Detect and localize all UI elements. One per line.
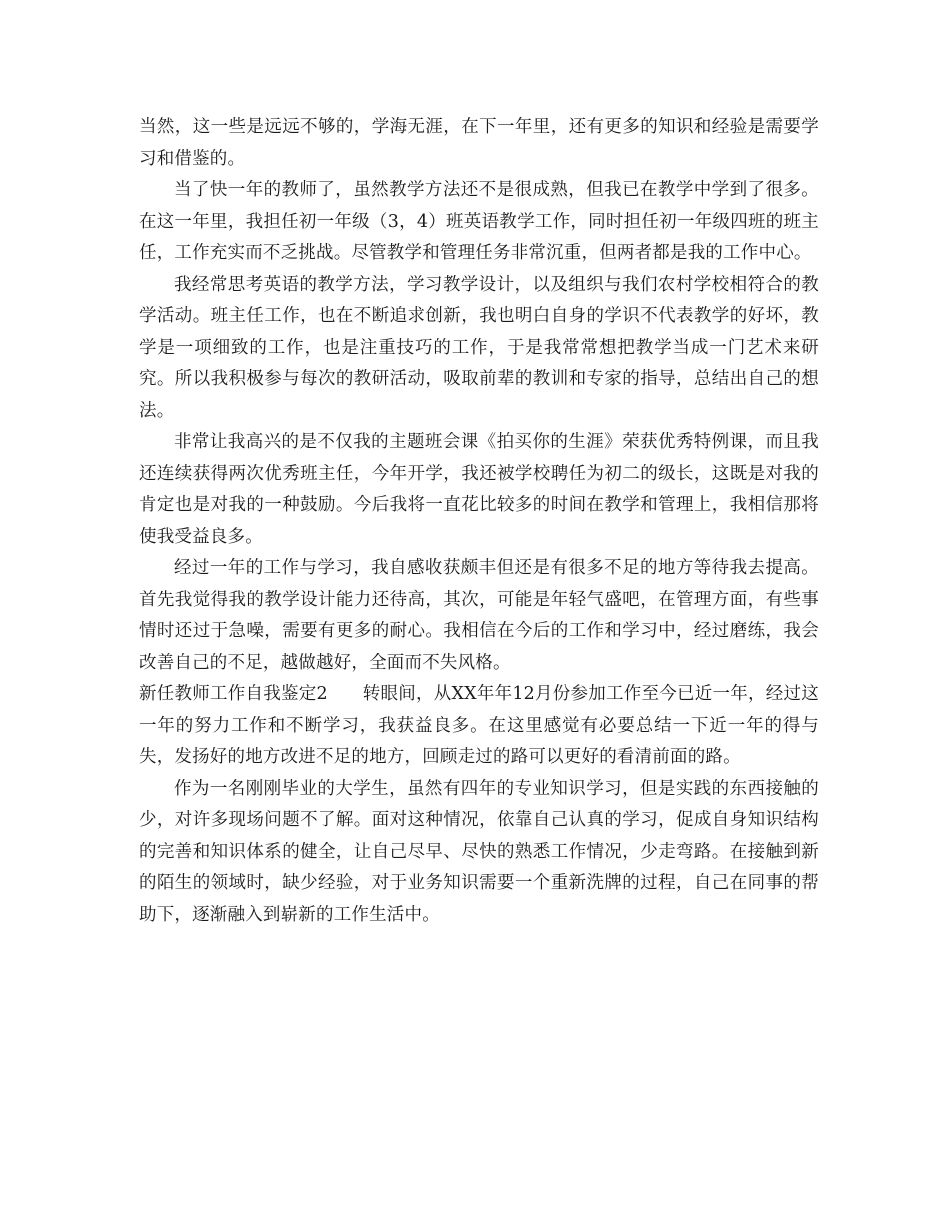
paragraph-2: 当了快一年的教师了，虽然教学方法还不是很成熟，但我已在教学中学到了很多。在这一年里，我担任初一年级（3，4）班英语教学工作，同时担任初一年级四班的班主任，工作充实而不乏挑战。尽管教学和管理任务非常沉重，但两者都是我的工作中心。 <box>139 180 819 263</box>
paragraph-3: 我经常思考英语的教学方法，学习教学设计，以及组织与我们农村学校相符合的教学活动。班主任工作，也在不断追求创新，我也明白自身的学识不代表教学的好坏，教学是一项细致的工作，也是注重技巧的工作，于是我常常想把教学当成一门艺术来研究。所以我积极参与每次的教研活动，吸取前辈的教训和专家的指导，总结出自己的想法。 <box>139 274 819 421</box>
paragraph-6 <box>139 679 819 774</box>
paragraph-1: 当然，这一些是远远不够的，学海无涯，在下一年里，还有更多的知识和经验是需要学习和借鉴的。 <box>139 117 819 169</box>
section-heading: 新任教师工作自我鉴定2 <box>139 684 328 704</box>
paragraph-6-text: 转眼间，从XX年年12月份参加工作至今已近一年，经过这一年的努力工作和不断学习，我获益良多。在这里感觉有必要总结一下近一年的得与失，发扬好的地方改进不足的地方，回顾走过的路可以更好的看清前面的路。 <box>139 684 819 767</box>
paragraph-7: 作为一名刚刚毕业的大学生，虽然有四年的专业知识学习，但是实践的东西接触的少，对许多现场问题不了解。面对这种情况，依靠自己认真的学习，促成自身知识结构的完善和知识体系的健全，让自己尽早、尽快的熟悉工作情况，少走弯路。在接触到新的陌生的领域时，缺少经验，对于业务知识需要一个重新洗牌的过程，自己在同事的帮助下，逐渐融入到崭新的工作生活中。 <box>139 778 819 925</box>
document-body <box>139 112 819 931</box>
heading-gap <box>328 684 363 704</box>
paragraph-5: 经过一年的工作与学习，我自感收获颇丰但还是有很多不足的地方等待我去提高。首先我觉得我的教学设计能力还待高，其次，可能是年轻气盛吧，在管理方面，有些事情时还过于急噪，需要有更多的耐心。我相信在今后的工作和学习中，经过磨练，我会改善自己的不足，越做越好，全面而不失风格。 <box>139 558 819 673</box>
paragraph-4: 非常让我高兴的是不仅我的主题班会课《拍买你的生涯》荣获优秀特例课，而且我还连续获得两次优秀班主任，今年开学，我还被学校聘任为初二的级长，这既是对我的肯定也是对我的一种鼓励。今后我将一直花比较多的时间在教学和管理上，我相信那将使我受益良多。 <box>139 432 819 547</box>
